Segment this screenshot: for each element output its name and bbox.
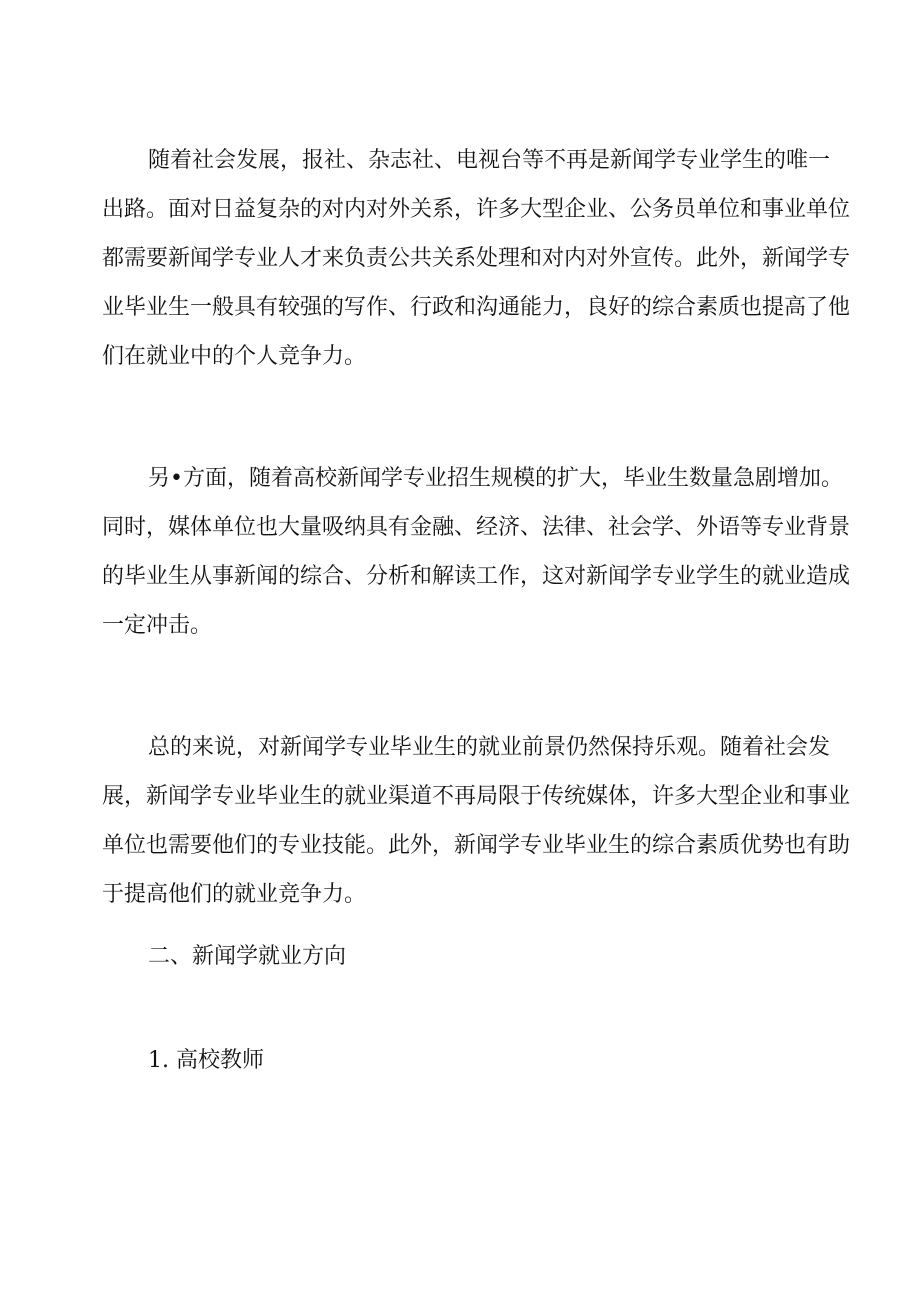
paragraph-1 <box>102 136 851 381</box>
paragraph-line: 同时，媒体单位也大量吸纳具有金融、经济、法律、社会学、外语等专业背景 <box>102 515 851 540</box>
paragraph-line: 业毕业生一般具有较强的写作、行政和沟通能力，良好的综合素质也提高了他 <box>102 295 851 320</box>
subsection-heading: 1. 高校教师 <box>148 1048 264 1073</box>
paragraph-line: 出路。面对日益复杂的对内对外关系，许多大型企业、公务员单位和事业单位 <box>102 197 851 222</box>
paragraph-line: 于提高他们的就业竞争力。 <box>102 882 367 907</box>
paragraph-line: 展，新闻学专业毕业生的就业渠道不再局限于传统媒体，许多大型企业和事业 <box>102 784 851 809</box>
paragraph-line: 都需要新闻学专业人才来负责公共关系处理和对内对外宣传。此外，新闻学专 <box>102 246 851 271</box>
paragraph-line: 们在就业中的个人竞争力。 <box>102 344 367 369</box>
section-heading: 二、新闻学就业方向 <box>148 944 347 969</box>
paragraph-line: 一定冲击。 <box>102 613 213 638</box>
paragraph-3 <box>102 723 851 919</box>
paragraph-line: 随着社会发展，报社、杂志社、电视台等不再是新闻学专业学生的唯一 <box>148 148 831 173</box>
paragraph-line: 另•方面，随着高校新闻学专业招生规模的扩大，毕业生数量急剧增加。 <box>148 466 843 491</box>
paragraph-line: 的毕业生从事新闻的综合、分析和解读工作，这对新闻学专业学生的就业造成 <box>102 564 851 589</box>
paragraph-line: 单位也需要他们的专业技能。此外，新闻学专业毕业生的综合素质优势也有助 <box>102 833 851 858</box>
paragraph-2 <box>102 454 851 650</box>
paragraph-line: 总的来说，对新闻学专业毕业生的就业前景仍然保持乐观。随着社会发 <box>148 735 831 760</box>
